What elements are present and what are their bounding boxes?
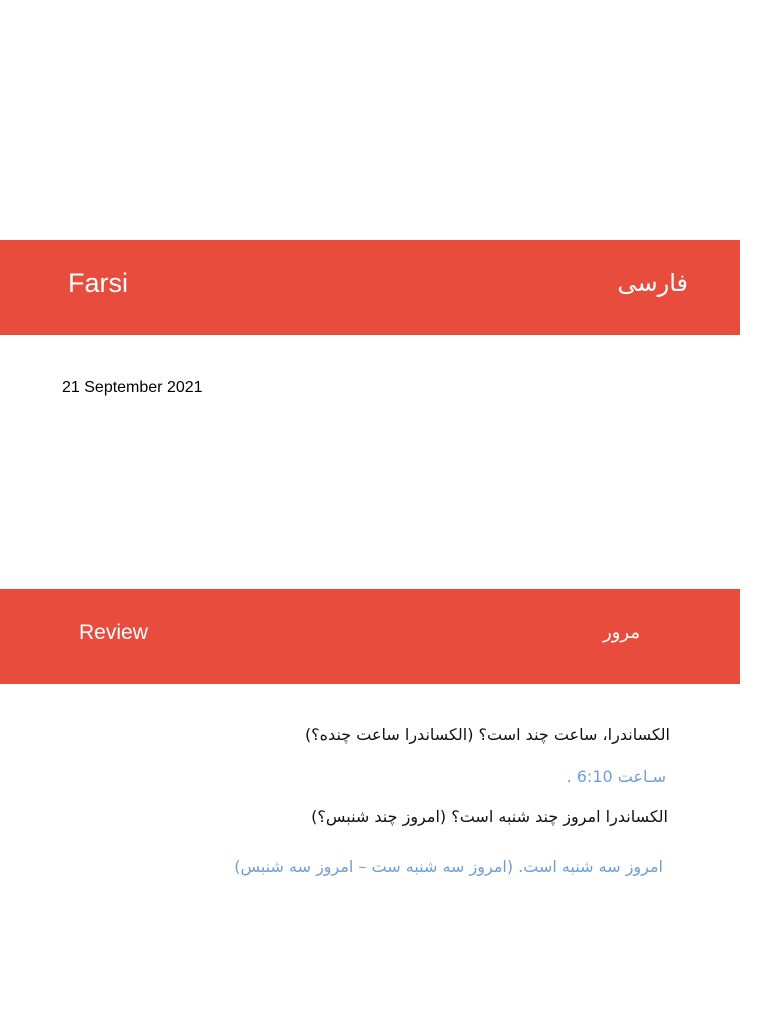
question-time: الکساندرا، ساعت چند است؟ (الکساندرا ساعت چنده؟) bbox=[304, 725, 670, 744]
question-weekday: الکساندرا امروز چند شنبه است؟ (امروز چند شنبس؟) bbox=[311, 807, 668, 826]
answer-weekday: امروز سه شنبه است. (امروز سه شنبه ست – امروز سه شنبس) bbox=[234, 857, 663, 876]
answer-time: سـاعت 6:10 . bbox=[566, 767, 666, 786]
title-english: Farsi bbox=[68, 268, 128, 298]
review-banner bbox=[0, 589, 740, 684]
title-banner bbox=[0, 240, 740, 335]
lesson-date: 21 September 2021 bbox=[62, 379, 203, 396]
review-farsi: مرور bbox=[603, 622, 640, 643]
title-farsi: فارسی bbox=[617, 269, 688, 297]
review-english: Review bbox=[79, 621, 148, 644]
